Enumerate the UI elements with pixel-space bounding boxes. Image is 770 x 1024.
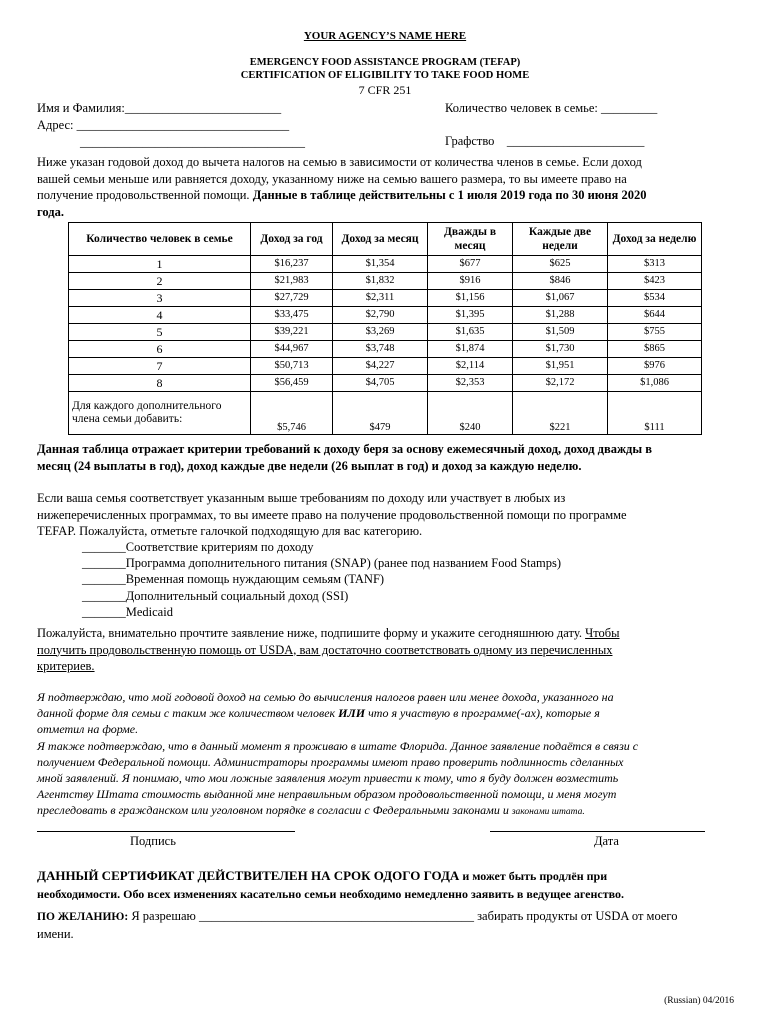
cell-monthly: $1,832 xyxy=(333,273,428,290)
col-header-annual: Доход за год xyxy=(251,223,333,256)
instruction-paragraph xyxy=(37,625,737,675)
validity-line-2: необходимости. Обо всех изменениях касательно семьи необходимо немедленно заявить в ведущее агенство. xyxy=(37,887,625,901)
declaration-line-4: Я также подтверждаю, что в данный момент я проживаю в штате Флорида. Данное заявление подаётся в связи с xyxy=(37,738,639,753)
cell-biweekly: $1,951 xyxy=(513,358,608,375)
intro-line-3: получение продовольственной помощи. Данные в таблице действительны с 1 июля 2019 года по 30 июня 2020 xyxy=(37,188,647,202)
instruction-line-2: получить продовольственную помощь от USDA, вам достаточно соответствовать одному из перечисленных xyxy=(37,642,613,657)
cell-biweekly: $1,509 xyxy=(513,324,608,341)
declaration xyxy=(37,689,747,821)
cell-monthly: $2,311 xyxy=(333,290,428,307)
county-field[interactable] xyxy=(445,133,644,150)
table-row-additional-member xyxy=(69,392,702,435)
cell-twice-monthly: $1,395 xyxy=(428,307,513,324)
cell-twice-monthly: $1,156 xyxy=(428,290,513,307)
cell-biweekly: $1,288 xyxy=(513,307,608,324)
certification-title: CERTIFICATION OF ELIGIBILITY TO TAKE FOOD HOME xyxy=(240,70,530,81)
address-label: Адрес: xyxy=(37,118,74,132)
cell-household-size: 5 xyxy=(69,324,251,341)
form-version-code: (Russian) 04/2016 xyxy=(664,996,734,1006)
address-blank-2[interactable]: ____________________________________ xyxy=(80,135,305,149)
validity-period: Данные в таблице действительны с 1 июля 2019 года по 30 июня 2020 xyxy=(252,188,647,202)
cell-monthly: $3,269 xyxy=(333,324,428,341)
declaration-line-8: преследовать в гражданском или уголовном порядке в согласии с Федеральными законами и законами штата. xyxy=(37,803,585,818)
col-header-household: Количество человек в семье xyxy=(69,223,251,256)
cell-biweekly: $846 xyxy=(513,273,608,290)
cell-annual: $39,221 xyxy=(251,324,333,341)
cell-weekly: $423 xyxy=(608,273,702,290)
table-row xyxy=(69,375,702,392)
cell-twice-monthly: $916 xyxy=(428,273,513,290)
optional-line-2: имени. xyxy=(37,927,74,941)
table-row xyxy=(69,307,702,324)
col-header-monthly: Доход за месяц xyxy=(333,223,428,256)
cell-annual: $50,713 xyxy=(251,358,333,375)
household-size-label: Количество человек в семье: xyxy=(445,101,598,115)
cell-monthly: $1,354 xyxy=(333,256,428,273)
date-label: Дата xyxy=(594,834,619,848)
intro-line-4: года. xyxy=(37,204,64,219)
table-row xyxy=(69,273,702,290)
cell-weekly: $644 xyxy=(608,307,702,324)
cell-weekly: $534 xyxy=(608,290,702,307)
cell-monthly: $4,705 xyxy=(333,375,428,392)
eligibility-paragraph xyxy=(37,490,737,540)
declaration-line-2: данной форме для семьи с таким же количеством человек ИЛИ что я участвую в программе(-ах), которые я xyxy=(37,706,600,721)
category-snap[interactable]: _______Программа дополнительного питания (SNAP) (ранее под названием Food Stamps) xyxy=(82,556,562,570)
cell-annual: $21,983 xyxy=(251,273,333,290)
program-title: EMERGENCY FOOD ASSISTANCE PROGRAM (TEFAP) xyxy=(249,57,521,68)
validity-line-1: ДАННЫЙ СЕРТИФИКАТ ДЕЙСТВИТЕЛЕН НА СРОК ОДОГО ГОДА и может быть продлён при xyxy=(37,868,608,883)
declaration-line-5: получением Федеральной помощи. Администраторы программы имеют право проверить подлинность сделанных xyxy=(37,754,624,769)
cell-weekly: $865 xyxy=(608,341,702,358)
cell-weekly: $976 xyxy=(608,358,702,375)
cell-household-size: 7 xyxy=(69,358,251,375)
cfr-reference: 7 CFR 251 xyxy=(358,83,412,97)
cell-twice-monthly: $677 xyxy=(428,256,513,273)
household-size-blank[interactable]: _________ xyxy=(601,101,658,115)
eligibility-line-1: Если ваша семья соответствует указанным выше требованиям по доходу или участвует в любых из xyxy=(37,491,566,505)
intro-line-1: Ниже указан годовой доход до вычета налогов на семью в зависимости от количества членов в семье. Если доход xyxy=(37,155,642,169)
name-blank[interactable]: _________________________ xyxy=(124,101,282,115)
county-blank[interactable]: ______________________ xyxy=(506,134,645,148)
col-header-twice-monthly: Дважды в месяц xyxy=(428,223,513,256)
cell-biweekly: $1,730 xyxy=(513,341,608,358)
table-row xyxy=(69,358,702,375)
optional-authorization xyxy=(37,908,747,943)
table-row xyxy=(69,341,702,358)
table-row xyxy=(69,290,702,307)
cell-annual: $33,475 xyxy=(251,307,333,324)
cell-annual: $44,967 xyxy=(251,341,333,358)
county-label: Графство xyxy=(445,134,495,148)
cell-monthly: $4,227 xyxy=(333,358,428,375)
optional-line-1: ПО ЖЕЛАНИЮ: Я разрешаю ____________________________________________ забирать продукты от USDA от моего xyxy=(37,909,678,923)
cell-monthly: $3,748 xyxy=(333,341,428,358)
cell-biweekly: $1,067 xyxy=(513,290,608,307)
cell-biweekly: $625 xyxy=(513,256,608,273)
cell-household-size: 1 xyxy=(69,256,251,273)
additional-monthly: $479 xyxy=(333,392,428,435)
signature-line[interactable] xyxy=(37,831,295,832)
additional-annual: $5,746 xyxy=(251,392,333,435)
instruction-line-1: Пожалуйста, внимательно прочтите заявление ниже, подпишите форму и укажите сегодняшнюю дату. Чтобы xyxy=(37,626,620,640)
name-field[interactable] xyxy=(37,100,281,117)
col-header-biweekly: Каждые две недели xyxy=(513,223,608,256)
cell-twice-monthly: $2,353 xyxy=(428,375,513,392)
signature-label: Подпись xyxy=(130,834,176,848)
additional-member-label: Для каждого дополнительного члена семьи добавить: xyxy=(69,392,251,435)
cell-twice-monthly: $1,635 xyxy=(428,324,513,341)
declaration-line-1: Я подтверждаю, что мой годовой доход на семью до вычисления налогов равен или менее дохода, указанного на xyxy=(37,690,614,704)
cell-biweekly: $2,172 xyxy=(513,375,608,392)
table-row xyxy=(69,324,702,341)
cell-twice-monthly: $1,874 xyxy=(428,341,513,358)
additional-weekly: $111 xyxy=(608,392,702,435)
eligibility-line-2: нижеперечисленных программах, то вы имеете право на получение продовольственной помощи по программе xyxy=(37,507,627,522)
date-line[interactable] xyxy=(490,831,705,832)
intro-line-2: вашей семьи меньше или равняется доходу, указанному ниже на семью вашего размера, то вы имеете право на xyxy=(37,171,627,186)
cell-household-size: 8 xyxy=(69,375,251,392)
category-medicaid[interactable]: _______Medicaid xyxy=(82,605,173,619)
address-blank[interactable]: __________________________________ xyxy=(76,118,290,132)
address-field[interactable] xyxy=(37,117,289,134)
cell-household-size: 4 xyxy=(69,307,251,324)
income-table xyxy=(68,222,702,435)
cell-annual: $27,729 xyxy=(251,290,333,307)
household-size-field[interactable] xyxy=(445,100,657,117)
cell-household-size: 6 xyxy=(69,341,251,358)
cell-household-size: 3 xyxy=(69,290,251,307)
cell-monthly: $2,790 xyxy=(333,307,428,324)
additional-biweekly: $221 xyxy=(513,392,608,435)
criteria-line-2: месяц (24 выплаты в год), доход каждые две недели (26 выплат в год) и доход за каждую неделю. xyxy=(37,458,582,473)
criteria-note xyxy=(37,441,737,474)
category-income[interactable]: _______Соответствие критериям по доходу xyxy=(82,540,314,554)
name-label: Имя и Фамилия: xyxy=(37,101,125,115)
agency-name: YOUR AGENCY’S NAME HERE xyxy=(303,30,467,42)
cell-annual: $16,237 xyxy=(251,256,333,273)
eligibility-line-3: TEFAP. Пожалуйста, отметьте галочкой подходящую для вас категорию. xyxy=(37,524,423,538)
cell-weekly: $313 xyxy=(608,256,702,273)
cell-household-size: 2 xyxy=(69,273,251,290)
cell-twice-monthly: $2,114 xyxy=(428,358,513,375)
validity-notice xyxy=(37,867,747,903)
category-ssi[interactable]: _______Дополнительный социальный доход (SSI) xyxy=(82,589,349,603)
col-header-weekly: Доход за неделю xyxy=(608,223,702,256)
instruction-line-3: критериев. xyxy=(37,659,95,673)
cell-weekly: $755 xyxy=(608,324,702,341)
cell-weekly: $1,086 xyxy=(608,375,702,392)
declaration-line-6: мной заявлений. Я понимаю, что мои ложные заявления могут привести к тому, что я буду должен возместить xyxy=(37,771,619,786)
additional-twice-monthly: $240 xyxy=(428,392,513,435)
declaration-line-7: Агентству Штата стоимость выданной мне неправильным образом продовольственной помощи, и меня могут xyxy=(37,787,617,802)
criteria-line-1: Данная таблица отражает критерии требований к доходу беря за основу ежемесячный доход, доход дважды в xyxy=(37,442,652,456)
cell-annual: $56,459 xyxy=(251,375,333,392)
proxy-name-blank[interactable]: ____________________________________________ xyxy=(198,909,474,923)
table-row xyxy=(69,256,702,273)
declaration-line-3: отметил на форме. xyxy=(37,722,139,737)
table-header-row xyxy=(69,223,702,256)
category-tanf[interactable]: _______Временная помощь нуждающим семьям (TANF) xyxy=(82,572,385,586)
intro-paragraph xyxy=(37,154,737,220)
